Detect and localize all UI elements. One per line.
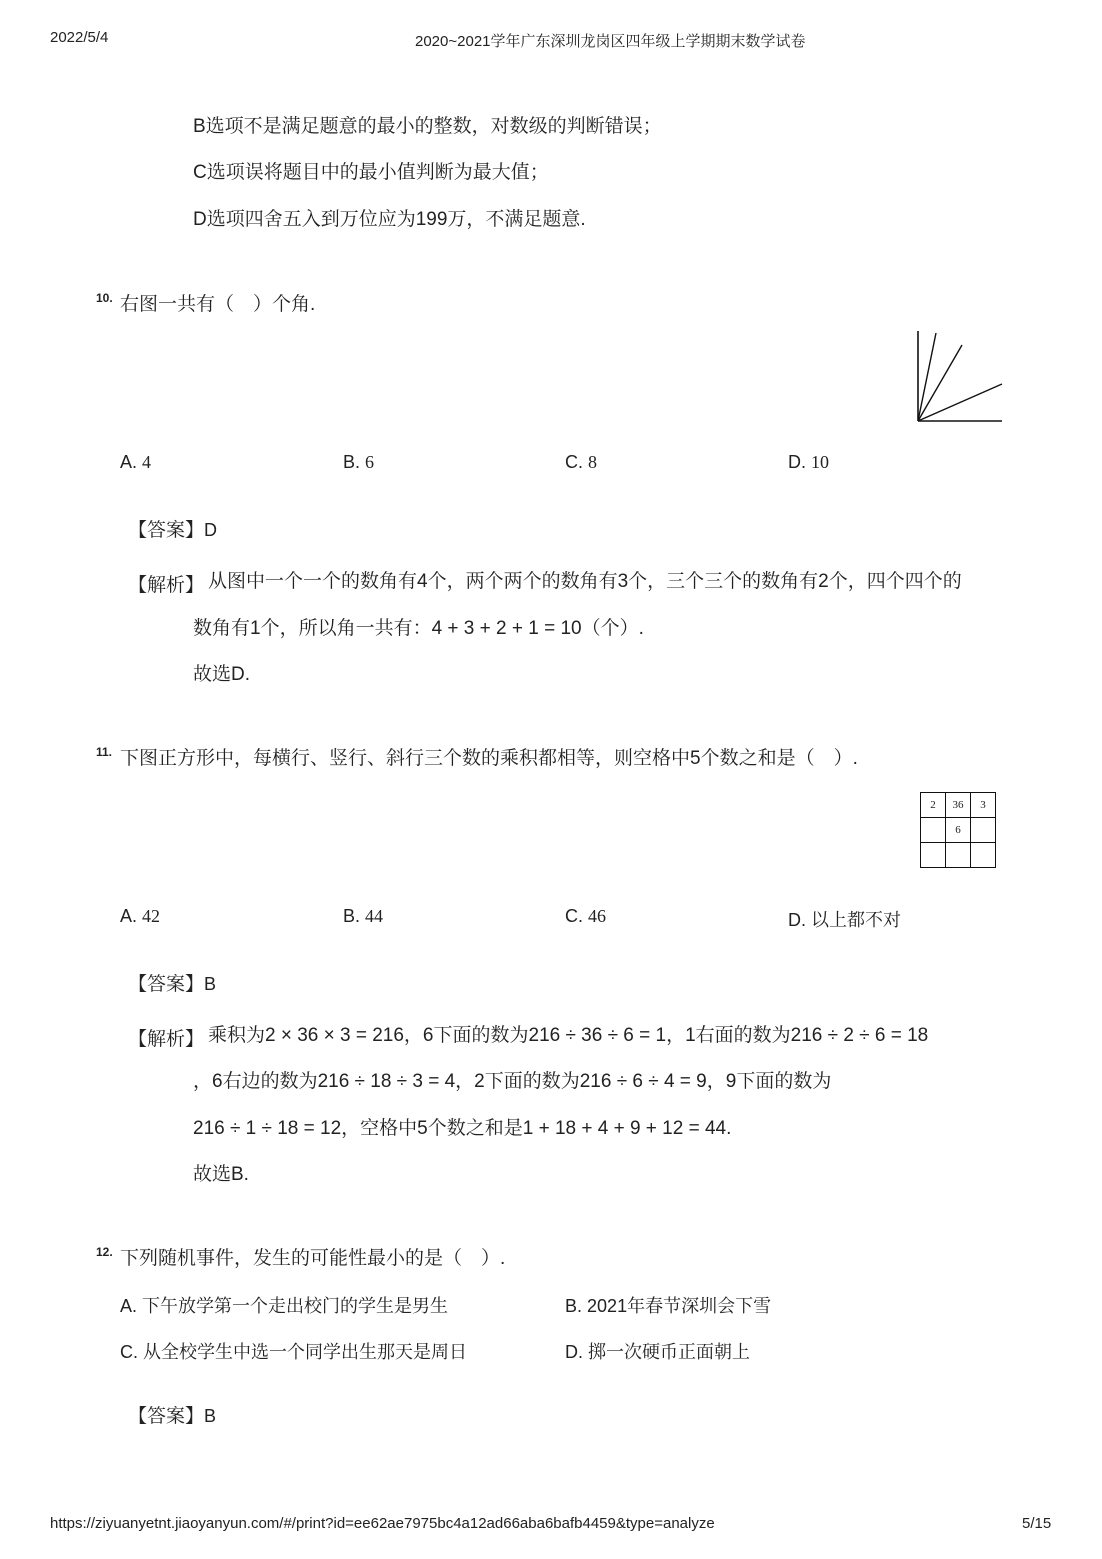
- grid-cell: 2: [921, 793, 946, 818]
- grid-cell: [971, 818, 996, 843]
- option-letter: A.: [120, 452, 138, 472]
- option-letter: C.: [120, 1342, 138, 1362]
- q11-analysis-line-3: 216 ÷ 1 ÷ 18 = 12，空格中5个数之和是1 + 18 + 4 + 9 + 12 = 44.: [193, 1118, 732, 1139]
- q10-number: 10.: [96, 291, 113, 305]
- q10-option-c[interactable]: [565, 452, 597, 473]
- q11-analysis-line-4: 故选B.: [193, 1164, 249, 1185]
- answer-value: D: [204, 520, 218, 540]
- q11-option-b[interactable]: [343, 906, 383, 927]
- option-value: 46: [588, 906, 607, 926]
- option-value: 以上都不对: [811, 910, 902, 930]
- option-letter: B.: [565, 1296, 583, 1316]
- answer-label: 【答案】: [128, 1406, 205, 1427]
- q12-option-c[interactable]: [120, 1338, 467, 1364]
- q11-option-a[interactable]: [120, 906, 160, 927]
- q12-option-b[interactable]: [565, 1292, 771, 1318]
- footer-url[interactable]: https://ziyuanyetnt.jiaoyanyun.com/#/print?id=ee62ae7975bc4a12ad66aba6bafb4459&type=analyze: [50, 1515, 715, 1532]
- q10-analysis-line-2: 数角有1个，所以角一共有：4 + 3 + 2 + 1 = 10（个）.: [193, 618, 644, 639]
- option-value: 从全校学生中选一个同学出生那天是周日: [143, 1342, 468, 1362]
- q12-number: 12.: [96, 1245, 113, 1259]
- grid-cell: [946, 843, 971, 868]
- q10-stem: 右图一共有（ ）个角.: [120, 294, 316, 315]
- option-value: 8: [588, 452, 598, 472]
- option-letter: B.: [343, 452, 361, 472]
- q10-option-a[interactable]: [120, 452, 151, 473]
- q11-option-c[interactable]: [565, 906, 606, 927]
- header-date: 2022/5/4: [50, 29, 109, 46]
- grid-cell: [921, 843, 946, 868]
- grid-cell: [971, 843, 996, 868]
- grid-cell: 6: [946, 818, 971, 843]
- option-value: 10: [811, 452, 830, 472]
- option-value: 6: [365, 452, 375, 472]
- q10-option-d[interactable]: [788, 452, 829, 473]
- q10-analysis-line-3: 故选D.: [193, 664, 251, 685]
- option-value: 42: [142, 906, 161, 926]
- q12-answer: [128, 1401, 216, 1428]
- option-value: 44: [365, 906, 384, 926]
- option-letter: A.: [120, 1296, 138, 1316]
- q10-answer: [128, 515, 217, 542]
- answer-label: 【答案】: [128, 520, 205, 541]
- option-letter: D.: [788, 452, 806, 472]
- q12-option-d[interactable]: [565, 1338, 750, 1364]
- prev-line-3: D选项四舍五入到万位应为199万，不满足题意.: [193, 209, 586, 230]
- option-value: 掷一次硬币正面朝上: [588, 1342, 751, 1362]
- q11-analysis-line-2: ，6右边的数为216 ÷ 18 ÷ 3 = 4，2下面的数为216 ÷ 6 ÷ 4 = 9，9下面的数为: [193, 1071, 832, 1092]
- q11-magic-square: [920, 792, 996, 868]
- option-letter: C.: [565, 906, 583, 926]
- answer-label: 【答案】: [128, 974, 205, 995]
- q11-stem: 下图正方形中，每横行、竖行、斜行三个数的乘积都相等，则空格中5个数之和是（ ）.: [120, 748, 858, 769]
- q11-answer: [128, 969, 216, 996]
- option-letter: B.: [343, 906, 361, 926]
- option-letter: D.: [565, 1342, 583, 1362]
- q12-option-a[interactable]: [120, 1292, 448, 1318]
- answer-value: B: [204, 1406, 217, 1426]
- option-value: 4: [142, 452, 152, 472]
- prev-line-2: C选项误将题目中的最小值判断为最大值；: [193, 162, 549, 183]
- q11-analysis-label: 【解析】: [128, 1029, 205, 1050]
- prev-line-1: B选项不是满足题意的最小的整数，对数级的判断错误；: [193, 116, 662, 137]
- q10-angle-figure: [910, 325, 1010, 430]
- option-letter: C.: [565, 452, 583, 472]
- q12-stem: 下列随机事件，发生的可能性最小的是（ ）.: [120, 1248, 506, 1269]
- q10-analysis-label: 【解析】: [128, 575, 205, 596]
- footer-page-number: 5/15: [1022, 1515, 1052, 1532]
- q10-analysis-line-1: 从图中一个一个的数角有4个，两个两个的数角有3个，三个三个的数角有2个，四个四个的: [208, 571, 962, 592]
- answer-value: B: [204, 974, 217, 994]
- grid-cell: 36: [946, 793, 971, 818]
- q10-option-b[interactable]: [343, 452, 374, 473]
- option-value: 下午放学第一个走出校门的学生是男生: [142, 1296, 449, 1316]
- option-letter: A.: [120, 906, 138, 926]
- header-title: 2020~2021学年广东深圳龙岗区四年级上学期期末数学试卷: [415, 33, 806, 50]
- q11-analysis-line-1: 乘积为2 × 36 × 3 = 216，6下面的数为216 ÷ 36 ÷ 6 = 1，1右面的数为216 ÷ 2 ÷ 6 = 18: [208, 1025, 929, 1046]
- grid-cell: [921, 818, 946, 843]
- q11-number: 11.: [96, 745, 113, 759]
- q11-option-d[interactable]: [788, 906, 901, 932]
- option-value: 2021年春节深圳会下雪: [587, 1296, 772, 1316]
- grid-cell: 3: [971, 793, 996, 818]
- option-letter: D.: [788, 910, 806, 930]
